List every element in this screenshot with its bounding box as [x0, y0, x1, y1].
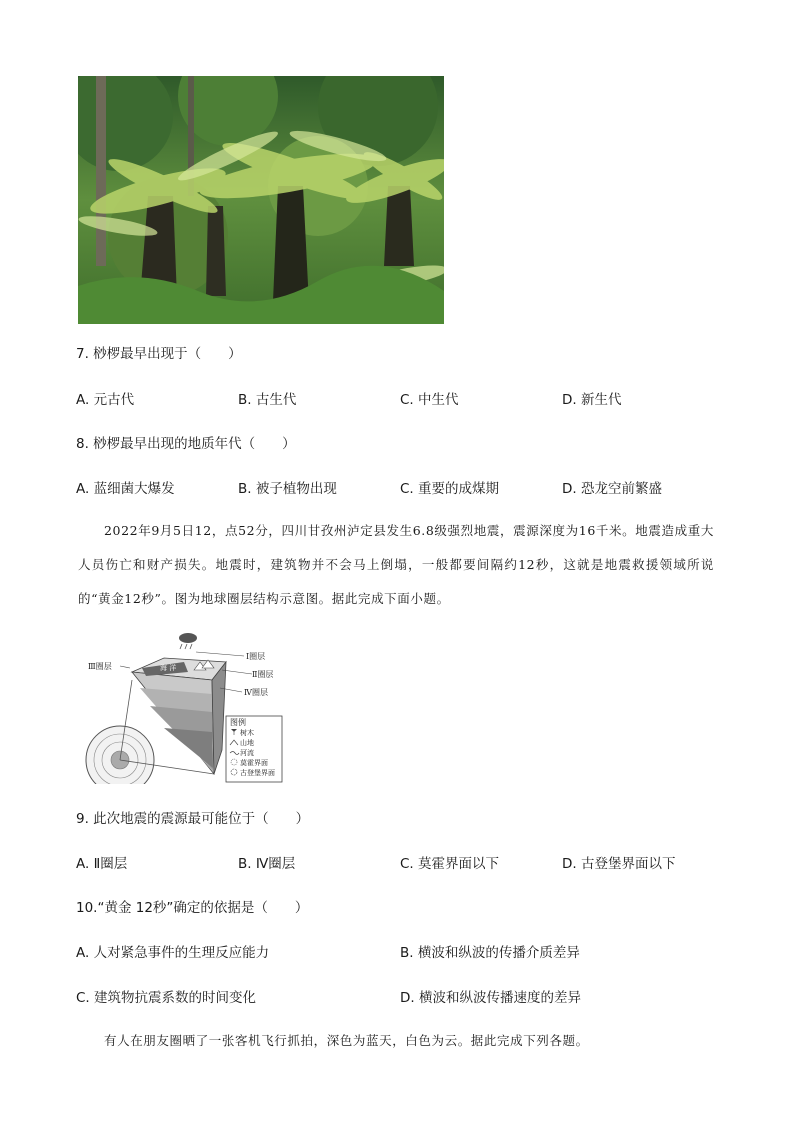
question-8-option-d[interactable]: D. 恐龙空前繁盛 — [562, 481, 662, 497]
question-7-option-c[interactable]: C. 中生代 — [400, 392, 459, 408]
question-7-option-b[interactable]: B. 古生代 — [238, 392, 297, 408]
question-8-option-a[interactable]: A. 蓝细菌大爆发 — [76, 481, 175, 497]
sea-label: 海 洋 — [160, 664, 177, 672]
cloud-icon — [179, 633, 197, 643]
question-9-option-a[interactable]: A. Ⅱ圈层 — [76, 856, 128, 872]
question-8-option-b[interactable]: B. 被子植物出现 — [238, 481, 337, 497]
question-7-option-a[interactable]: A. 元古代 — [76, 392, 135, 408]
legend-item-1: 山地 — [240, 739, 254, 747]
layer-2-label: Ⅱ圈层 — [252, 670, 274, 679]
question-9-option-c[interactable]: C. 莫霍界面以下 — [400, 856, 500, 872]
legend-title: 图例 — [230, 718, 246, 727]
earth-sphere-diagram — [84, 632, 290, 784]
question-10-stem: 10.“黄金 12秒”确定的依据是（ ） — [76, 900, 309, 916]
question-9-stem: 9. 此次地震的震源最可能位于（ ） — [76, 811, 310, 827]
airplane-passage: 有人在朋友圈晒了一张客机飞行抓拍，深色为蓝天，白色为云。据此完成下列各题。 — [104, 1033, 589, 1048]
question-8-option-c[interactable]: C. 重要的成煤期 — [400, 481, 500, 497]
question-10-option-c[interactable]: C. 建筑物抗震系数的时间变化 — [76, 990, 257, 1006]
legend-item-3: 莫霍界面 — [240, 759, 268, 767]
layer-4-label: Ⅳ圈层 — [244, 688, 268, 697]
tree-fern-illustration — [78, 76, 444, 324]
legend-item-4: 古登堡界面 — [240, 769, 275, 777]
question-7-stem: 7. 桫椤最早出现于（ ） — [76, 346, 242, 362]
earthquake-passage: 2022年9月5日12，点52分，四川甘孜州泸定县发生6.8级强烈地震，震源深度为16千米。地震造成重大人员伤亡和财产损失。地震时，建筑物并不会马上倒塌，一般都要间隔约12秒，这就是地震救援领域所说的“黄金12秒”。图为地球圈层结构示意图。据此完成下面小题。 — [78, 523, 714, 606]
question-10-option-a[interactable]: A. 人对紧急事件的生理反应能力 — [76, 945, 270, 961]
question-9-option-d[interactable]: D. 古登堡界面以下 — [562, 856, 676, 872]
question-7-option-d[interactable]: D. 新生代 — [562, 392, 622, 408]
question-8-stem: 8. 桫椤最早出现的地质年代（ ） — [76, 436, 296, 452]
layer-1-label: Ⅰ圈层 — [246, 652, 266, 661]
question-10-option-b[interactable]: B. 横波和纵波的传播介质差异 — [400, 945, 580, 961]
question-9-option-b[interactable]: B. Ⅳ圈层 — [238, 856, 296, 872]
tree-fern-photo — [78, 76, 444, 324]
question-10-option-d[interactable]: D. 横波和纵波传播速度的差异 — [400, 990, 581, 1006]
layer-3-label: Ⅲ圈层 — [88, 662, 112, 671]
legend-item-2: 河流 — [240, 749, 254, 757]
legend-item-0: 树木 — [240, 729, 254, 737]
